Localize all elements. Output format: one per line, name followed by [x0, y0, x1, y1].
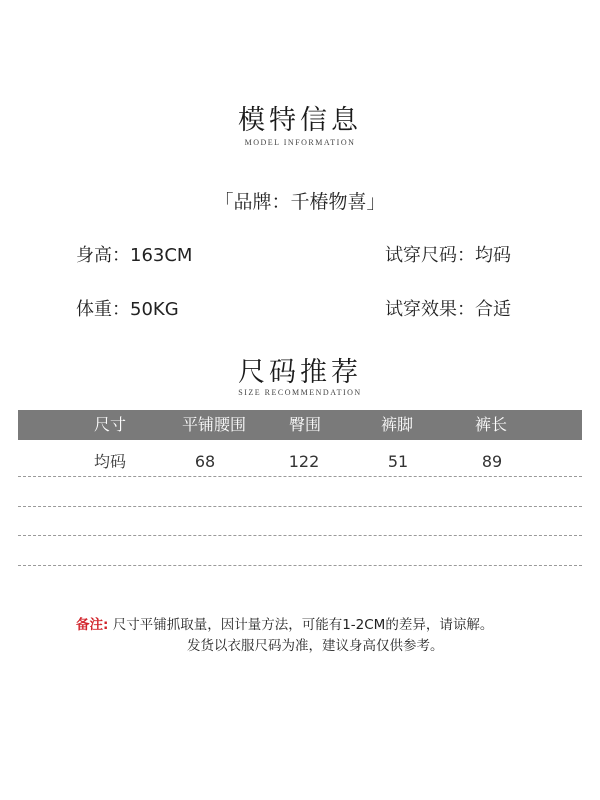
note-line-2: 发货以衣服尺码为准，建议身高仅供参考。	[187, 638, 444, 654]
table-row	[18, 448, 582, 476]
row-divider	[18, 565, 582, 566]
size-table-header	[18, 410, 582, 440]
brand-label: 「品牌：千椿物喜」	[214, 191, 386, 213]
cell-hem: 51	[387, 452, 409, 471]
cell-hip: 122	[288, 452, 320, 471]
trial-size: 试穿尺码：均码	[385, 245, 511, 266]
header-hip: 臀围	[288, 415, 321, 434]
size-subtitle: SIZE RECOMMENDATION	[238, 388, 362, 397]
model-weight: 体重：50KG	[76, 299, 179, 320]
cell-waist: 68	[194, 452, 216, 471]
model-info-title: 模特信息	[238, 105, 362, 136]
trial-effect: 试穿效果：合适	[385, 299, 511, 320]
note-line-1	[76, 613, 493, 633]
header-waist: 平铺腰围	[181, 415, 246, 434]
cell-size: 均码	[93, 452, 126, 471]
row-divider	[18, 535, 582, 536]
row-divider	[18, 506, 582, 507]
header-hem: 裤脚	[380, 415, 413, 434]
model-info-subtitle: MODEL INFORMATION	[244, 138, 356, 147]
cell-length: 89	[481, 452, 503, 471]
size-title: 尺码推荐	[238, 357, 362, 388]
row-divider	[18, 476, 582, 477]
note-text-1: 尺寸平铺抓取量，因计量方法，可能有1-2CM的差异，请谅解。	[112, 617, 494, 633]
note-label: 备注:	[76, 617, 109, 633]
header-length: 裤长	[474, 415, 507, 434]
model-height: 身高：163CM	[76, 245, 193, 266]
header-size: 尺寸	[93, 415, 126, 434]
